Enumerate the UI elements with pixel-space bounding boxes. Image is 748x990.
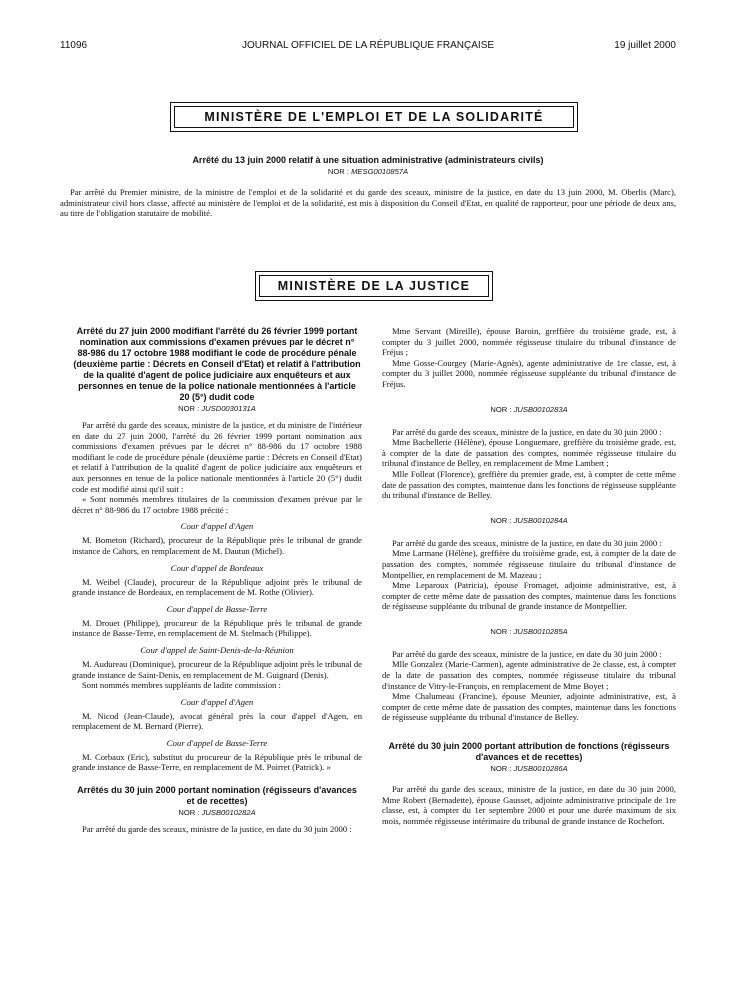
publication-date: 19 juillet 2000	[614, 40, 676, 51]
left-column	[72, 326, 362, 835]
ministry-heading-emploi	[170, 102, 578, 132]
paragraph: Mme Servant (Mireille), épouse Baroin, greffière du troisième grade, est, à compter du 3 juillet 2000, nommée régisseuse titulaire du tribunal d'instance de Fréjus ;	[382, 326, 676, 358]
nor-reference: NOR : JUSB0010286A	[490, 764, 568, 774]
ministry-heading-text: MINISTÈRE DE LA JUSTICE	[277, 279, 471, 293]
arrete-title: Arrêtés du 30 juin 2000 portant nomination (régisseurs d'avances et de recettes)	[77, 785, 357, 807]
cour-heading: Cour d'appel de Saint-Denis-de-la-Réunion	[140, 644, 294, 655]
paragraph: Mme Gosse-Courgey (Marie-Agnès), agente administrative de 1re classe, est, à compter du 3 juillet 2000, nommée régisseuse suppléante du tribunal d'instance de Fréjus.	[382, 357, 676, 389]
journal-title: JOURNAL OFFICIEL DE LA RÉPUBLIQUE FRANÇAISE	[241, 40, 495, 51]
paragraph: Mme Chalumeau (Francine), épouse Meunier, adjointe administrative, est, à compter de cette même date de passation des comptes, maintenue dans les fonctions de régisseuse suppléante du tribunal d'instance de Belley.	[382, 691, 676, 723]
paragraph: Par arrêté du garde des sceaux, ministre de la justice, en date du 30 juin 2000 :	[392, 426, 662, 437]
right-column	[382, 326, 676, 826]
paragraph: M. Audureau (Dominique), procureur de la République adjoint près le tribunal de grande instance de Saint-Denis, en remplacement de M. Guignard (Denis).	[72, 658, 362, 680]
arrete-body: Par arrêté du Premier ministre, de la ministre de l'emploi et de la solidarité et du garde des sceaux, ministre de la justice, en date du 13 juin 2000, M. Oberlis (Marc), administrateur civil hors classe, affecté au ministère de l'emploi et de la solidarité, est mis à disposition du Conseil d'Etat, en qualité de rapporteur, pour une période de deux ans, au titre de l'obligation statutaire de mobilité.	[60, 187, 676, 219]
cour-heading: Cour d'appel d'Agen	[180, 696, 254, 707]
nor-reference: NOR : JUSB0010282A	[178, 808, 256, 818]
cour-heading: Cour d'appel de Bordeaux	[170, 562, 264, 573]
nor-reference: NOR : JUSB0010285A	[490, 626, 568, 636]
arrete-title: Arrêté du 13 juin 2000 relatif à une situation administrative (administrateurs civils)	[192, 155, 544, 165]
paragraph: M. Corbaux (Eric), substitut du procureur de la République près le tribunal de grande instance de Basse-Terre, en remplacement de M. Poirret (Patrick). »	[72, 751, 362, 773]
paragraph: Mme Leparoux (Patricia), épouse Fromaget, adjointe administrative, est, à compter de cette même date de passation des comptes, maintenue dans les fonctions de régisseuse suppléante du tribunal de grande instance de Montpellier.	[382, 580, 676, 612]
cour-heading: Cour d'appel de Basse-Terre	[166, 603, 268, 614]
paragraph: Sont nommés membres suppléants de ladite commission :	[82, 680, 281, 691]
cour-heading: Cour d'appel de Basse-Terre	[166, 737, 268, 748]
paragraph: Par arrêté du garde des sceaux, ministre de la justice, en date du 30 juin 2000 :	[82, 824, 352, 835]
cour-heading: Cour d'appel d'Agen	[180, 521, 254, 532]
paragraph: Mme Larmane (Hélène), greffière du troisième grade, est, à compter de la date de passation des comptes, nommée régisseuse titulaire du tribunal d'instance de Montpellier, en remplacement de M. Mazeau ;	[382, 548, 676, 580]
paragraph: Mlle Folleat (Florence), greffière du premier grade, est, à compter de cette même date de passation des comptes, maintenue dans les fonctions de régisseuse suppléante du tribunal d'instance de Belley.	[382, 468, 676, 501]
page-number: 11096	[60, 40, 88, 51]
paragraph: Mlle Gonzalez (Marie-Carmen), agente administrative de 2e classe, est, à compter de la date de passation des comptes, nommée régisseuse titulaire du tribunal d'instance de Vitry-le-François, en remplacement de Mme Boyet ;	[382, 659, 676, 691]
nor-reference: NOR : MESG0010857A	[327, 167, 409, 176]
paragraph: M. Bometon (Richard), procureur de la République près le tribunal de grande instance de Cahors, en remplacement de M. Dautun (Michel).	[72, 535, 362, 556]
ministry-heading-justice	[255, 271, 493, 301]
paragraph: M. Nicod (Jean-Claude), avocat général près la cour d'appel d'Agen, en remplacement de M. Bernard (Pierre).	[72, 710, 362, 732]
paragraph: M. Weibel (Claude), procureur de la République adjoint près le tribunal de grande instance de Bordeaux, en remplacement de M. Rothe (Olivier).	[72, 576, 362, 598]
paragraph: Par arrêté du garde des sceaux, ministre de la justice, en date du 30 juin 2000 :	[392, 537, 662, 548]
section-emploi	[60, 155, 676, 219]
paragraph: Mme Bachellerie (Hélène), épouse Longuemare, greffière du troisième grade, est, à compter de la date de passation des comptes, nommée régisseuse titulaire du tribunal d'instance de Belley, en remplacement de Mme Lambert ;	[382, 437, 676, 469]
paragraph: M. Drouet (Philippe), procureur de la République près le tribunal de grande instance de Basse-Terre, en remplacement de M. Stelmach (Philippe).	[72, 617, 362, 639]
nor-reference: NOR : JUSB0010283A	[490, 404, 568, 414]
arrete-title: Arrêté du 27 juin 2000 modifiant l'arrêté du 26 février 1999 portant nomination aux commissions d'examen prévues par le décret n° 88-986 du 17 octobre 1988 modifiant le code de procédure pénale (deuxième partie : Décrets en Conseil d'Etat) et relatif à l'attribution de la qualité d'agent de police judiciaire aux enquêteurs et aux personnes en tenue de la police nationale mentionnées à l'article 20 (5°) dudit code	[73, 326, 361, 402]
paragraph: « Sont nommés membres titulaires de la commission d'examen prévue par le décret n° 88-986 du 17 octobre 1988 précité :	[72, 494, 362, 515]
nor-reference: NOR : JUSD0030131A	[178, 404, 256, 413]
paragraph: Par arrêté du garde des sceaux, ministre de la justice, en date du 30 juin 2000, Mme Robert (Bernadette), épouse Gausset, adjointe administrative principale de 1re classe, est, à compter du 1er septembre 2000 et pour une durée maximum de six mois, nommée régisseuse intérimaire du tribunal de grande instance de Rochefort.	[382, 784, 676, 826]
arrete-title: Arrêté du 30 juin 2000 portant attribution de fonctions (régisseurs d'avances et de recettes)	[388, 741, 670, 763]
ministry-heading-text: MINISTÈRE DE L'EMPLOI ET DE LA SOLIDARITÉ	[204, 110, 544, 124]
page-header	[60, 40, 676, 54]
nor-reference: NOR : JUSB0010284A	[490, 515, 568, 525]
paragraph: Par arrêté du garde des sceaux, ministre de la justice, en date du 30 juin 2000 :	[392, 648, 662, 659]
paragraph: Par arrêté du garde des sceaux, ministre de la justice, et du ministre de l'intérieur en date du 27 juin 2000, l'arrêté du 26 février 1999 portant nomination aux commissions d'examen prévues par le décret n° 88-986 du 17 octobre 1988 modifiant le code de procédure pénale (deuxième partie : Décrets en Conseil d'Etat) et relatif à l'attribution de la qualité d'agent de police judiciaire aux enquêteurs et aux personnes en tenue de la police nationale mentionnées à l'article 20 (5°) dudit code est modifié ainsi qu'il suit :	[72, 420, 362, 494]
